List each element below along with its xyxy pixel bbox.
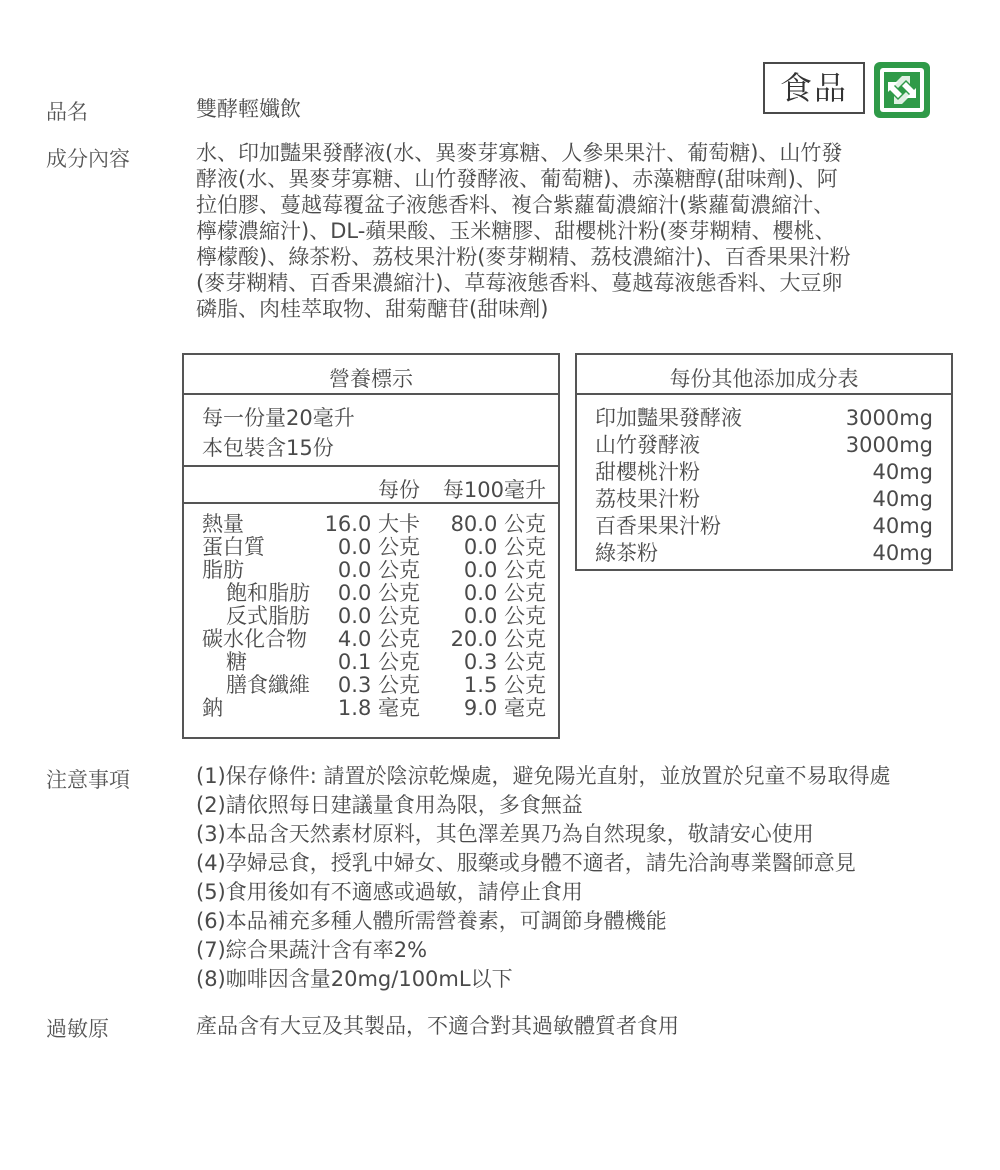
nutrient-per-100: 20.0 公克 (450, 627, 546, 651)
allergen-label: 過敏原 (46, 1017, 109, 1041)
additive-name: 荔枝果汁粉 (595, 487, 700, 511)
nutrient-name: 飽和脂肪 (226, 581, 310, 605)
nutrition-row (184, 651, 558, 674)
additive-name: 綠茶粉 (595, 541, 658, 565)
nutrient-name: 反式脂肪 (226, 604, 310, 628)
nutrition-row (184, 582, 558, 605)
additives-table (575, 353, 953, 571)
nutrition-table (182, 353, 560, 739)
note-item: (6)本品補充多種人體所需營養素，可調節身體機能 (196, 909, 667, 933)
additive-row (577, 486, 951, 513)
ingredients-line: 檸檬濃縮汁)、DL-蘋果酸、玉米糖膠、甜櫻桃汁粉(麥芽糊精、櫻桃、 (196, 219, 836, 243)
nutrient-per-serving: 1.8 毫克 (337, 696, 420, 720)
nutrient-name: 蛋白質 (202, 535, 265, 559)
nutrient-per-serving: 0.0 公克 (337, 581, 420, 605)
nutrient-per-100: 9.0 毫克 (463, 696, 546, 720)
note-item: (3)本品含天然素材原料，其色澤差異乃為自然現象，敬請安心使用 (196, 822, 814, 846)
nutrient-name: 熱量 (202, 512, 244, 536)
nutrition-row (184, 628, 558, 651)
nutrient-per-100: 0.0 公克 (463, 558, 546, 582)
note-item: (4)孕婦忌食，授乳中婦女、服藥或身體不適者，請先洽詢專業醫師意見 (196, 851, 856, 875)
note-item: (7)綜合果蔬汁含有率2% (196, 938, 428, 962)
nutrient-per-serving: 0.0 公克 (337, 558, 420, 582)
additive-amount: 40mg (872, 487, 933, 511)
additive-amount: 3000mg (845, 406, 933, 430)
col-per-serving: 每份 (378, 478, 420, 502)
serving-size: 每一份量20毫升 (202, 406, 355, 430)
nutrition-row (184, 559, 558, 582)
servings-per-pack: 本包裝含15份 (202, 436, 334, 460)
additive-row (577, 459, 951, 486)
ingredients-line: (麥芽糊精、百香果濃縮汁)、草莓液態香料、蔓越莓液態香料、大豆卵 (196, 271, 843, 295)
nutrient-per-serving: 16.0 大卡 (324, 512, 420, 536)
note-item: (1)保存條件: 請置於陰涼乾燥處，避免陽光直射，並放置於兒童不易取得處 (196, 764, 891, 788)
nutrition-row (184, 513, 558, 536)
additives-title: 每份其他添加成分表 (669, 367, 859, 391)
nutrient-per-100: 0.0 公克 (463, 581, 546, 605)
nutrient-name: 碳水化合物 (202, 627, 307, 651)
ingredients-line: 拉伯膠、蔓越莓覆盆子液態香料、複合紫蘿蔔濃縮汁(紫蘿蔔濃縮汁、 (196, 193, 835, 217)
additive-row (577, 405, 951, 432)
nutrient-per-serving: 0.0 公克 (337, 535, 420, 559)
nutrient-per-serving: 0.1 公克 (337, 650, 420, 674)
nutrient-name: 鈉 (202, 696, 223, 720)
nutrient-per-serving: 4.0 公克 (337, 627, 420, 651)
additive-name: 百香果果汁粉 (595, 514, 721, 538)
nutrition-row (184, 674, 558, 697)
additive-amount: 3000mg (845, 433, 933, 457)
recycle-icon (874, 62, 930, 118)
additive-name: 山竹發酵液 (595, 433, 700, 457)
note-item: (8)咖啡因含量20mg/100mL以下 (196, 967, 513, 991)
additive-amount: 40mg (872, 541, 933, 565)
col-per-100: 每100毫升 (442, 478, 546, 502)
notes-label: 注意事項 (46, 768, 130, 792)
ingredients-line: 檸檬酸)、綠茶粉、荔枝果汁粉(麥芽糊精、荔枝濃縮汁)、百香果果汁粉 (196, 245, 851, 269)
ingredients-line: 酵液(水、異麥芽寡糖、山竹發酵液、葡萄糖)、赤藻糖醇(甜味劑)、阿 (196, 167, 838, 191)
additive-name: 甜櫻桃汁粉 (595, 460, 700, 484)
nutrition-row (184, 536, 558, 559)
nutrient-name: 脂肪 (202, 558, 244, 582)
additive-name: 印加豔果發酵液 (595, 406, 742, 430)
nutrient-per-serving: 0.0 公克 (337, 604, 420, 628)
note-item: (2)請依照每日建議量食用為限，多食無益 (196, 793, 583, 817)
nutrient-per-100: 0.0 公克 (463, 535, 546, 559)
product-name-value: 雙酵輕孅飲 (196, 97, 301, 121)
nutrient-name: 膳食纖維 (226, 673, 310, 697)
food-badge: 食品 (763, 62, 865, 114)
additive-row (577, 513, 951, 540)
additive-row (577, 540, 951, 567)
nutrient-per-100: 1.5 公克 (463, 673, 546, 697)
additive-amount: 40mg (872, 460, 933, 484)
nutrient-name: 糖 (226, 650, 247, 674)
additive-amount: 40mg (872, 514, 933, 538)
ingredients-text (196, 140, 946, 322)
note-item: (5)食用後如有不適感或過敏，請停止食用 (196, 880, 583, 904)
nutrition-title: 營養標示 (329, 367, 413, 391)
ingredients-line: 磷脂、肉桂萃取物、甜菊醣苷(甜味劑) (196, 297, 549, 321)
additive-row (577, 432, 951, 459)
nutrition-row (184, 605, 558, 628)
nutrient-per-100: 80.0 公克 (450, 512, 546, 536)
ingredients-label: 成分內容 (46, 147, 130, 171)
nutrient-per-serving: 0.3 公克 (337, 673, 420, 697)
product-name-label: 品名 (46, 100, 88, 124)
allergen-text: 產品含有大豆及其製品，不適合對其過敏體質者食用 (196, 1014, 679, 1038)
ingredients-line: 水、印加豔果發酵液(水、異麥芽寡糖、人參果果汁、葡萄糖)、山竹發 (196, 141, 843, 165)
nutrition-row (184, 697, 558, 720)
nutrient-per-100: 0.3 公克 (463, 650, 546, 674)
nutrient-per-100: 0.0 公克 (463, 604, 546, 628)
